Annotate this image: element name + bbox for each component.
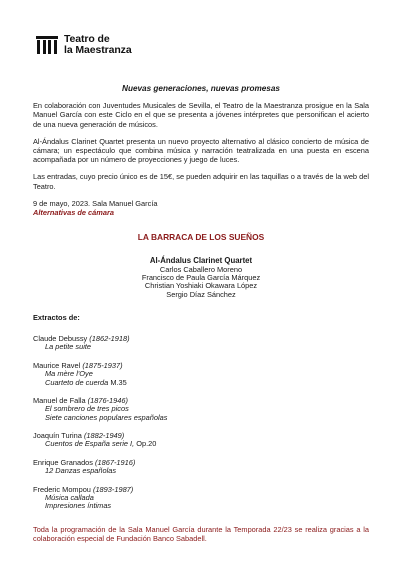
cycle-subtitle: Nuevas generaciones, nuevas promesas	[122, 84, 280, 93]
theatre-logo	[36, 34, 132, 55]
composer-dates: (1875-1937)	[82, 361, 123, 371]
composer-name: Maurice Ravel	[33, 361, 81, 371]
work-line	[33, 440, 369, 449]
composer-name: Joaquín Turina	[33, 431, 82, 441]
member: Christian Yoshiaki Okawara López	[144, 281, 258, 291]
composer-entry	[33, 334, 369, 352]
composer-dates: (1862-1918)	[89, 334, 130, 344]
work-line	[33, 379, 369, 388]
show-title: LA BARRACA DE LOS SUEÑOS	[137, 232, 265, 243]
work-title: Cuarteto de cuerda	[45, 377, 109, 387]
series-name: Alternativas de cámara	[33, 208, 114, 218]
composer-entry	[33, 431, 369, 449]
member: Francisco de Paula García Márquez	[141, 273, 261, 283]
work-title: Impresiones íntimas	[45, 501, 112, 511]
logo-line-1: Teatro de	[64, 33, 110, 45]
composer-name: Enrique Granados	[33, 458, 93, 468]
intro-paragraph: En colaboración con Juventudes Musicales de Sevilla, el Teatro de la Maestranza prosigue en la Sala Manuel García con este Ciclo en el que se presenta a jóvenes intérpretes que personifican el acierto de una nueva generación de músicos.	[33, 101, 369, 129]
composer-dates: (1882-1949)	[83, 431, 125, 441]
work-line	[33, 414, 369, 423]
composer-dates: (1876-1946)	[87, 396, 128, 406]
description-paragraph: Al-Ándalus Clarinet Quartet presenta un nuevo proyecto alternativo al clásico concierto de música de cámara; un espectáculo que combina música y narración teatralizada en una puesta en escena acompañada por un número de proyecciones y juego de luces.	[33, 136, 369, 165]
member: Carlos Caballero Moreno	[159, 264, 243, 274]
ensemble-members	[33, 266, 369, 300]
work-title: Siete canciones populares españolas	[45, 412, 168, 422]
work-title: La petite suite	[45, 342, 92, 352]
theatre-logo-mark-icon	[36, 36, 58, 54]
work-title: Ma mère l'Oye	[45, 369, 93, 379]
work-catalogue: Op.20	[134, 439, 157, 449]
composer-dates: (1867-1916)	[95, 458, 136, 468]
composer-entry	[33, 485, 369, 511]
composer-list	[33, 334, 369, 510]
composer-dates: (1893-1987)	[92, 484, 134, 494]
work-line	[33, 467, 369, 476]
work-title: Cuentos de España serie I,	[45, 439, 135, 449]
work-title: 12 Danzas españolas	[45, 466, 117, 476]
work-title: El sombrero de tres picos	[45, 404, 129, 414]
tickets-paragraph: Las entradas, cuyo precio único es de 15€, se pueden adquirir en las taquillas o a través de la web del Teatro.	[33, 172, 369, 191]
work-title: Música callada	[45, 492, 94, 502]
composer-name: Manuel de Falla	[33, 396, 86, 406]
ensemble-name: Al-Ándalus Clarinet Quartet	[149, 256, 253, 266]
logo-line-2: la Maestranza	[64, 43, 132, 56]
theatre-logo-text	[64, 34, 132, 55]
composer-name: Frederic Mompou	[33, 484, 91, 494]
sponsor-footer: Toda la programación de la Sala Manuel García durante la Temporada 22/23 se realiza gracias a la colaboración especial de Fundación Banco Sabadell.	[33, 524, 369, 544]
work-line	[33, 502, 369, 511]
composer-entry	[33, 458, 369, 476]
composer-entry	[33, 361, 369, 387]
work-line	[33, 343, 369, 352]
member: Sergio Díaz Sánchez	[166, 289, 236, 299]
work-catalogue: M.35	[108, 377, 127, 387]
date-venue: 9 de mayo, 2023. Sala Manuel García	[33, 198, 158, 208]
extracts-heading: Extractos de:	[33, 313, 80, 323]
composer-entry	[33, 396, 369, 422]
document-body	[33, 84, 369, 551]
composer-name: Claude Debussy	[33, 334, 88, 344]
